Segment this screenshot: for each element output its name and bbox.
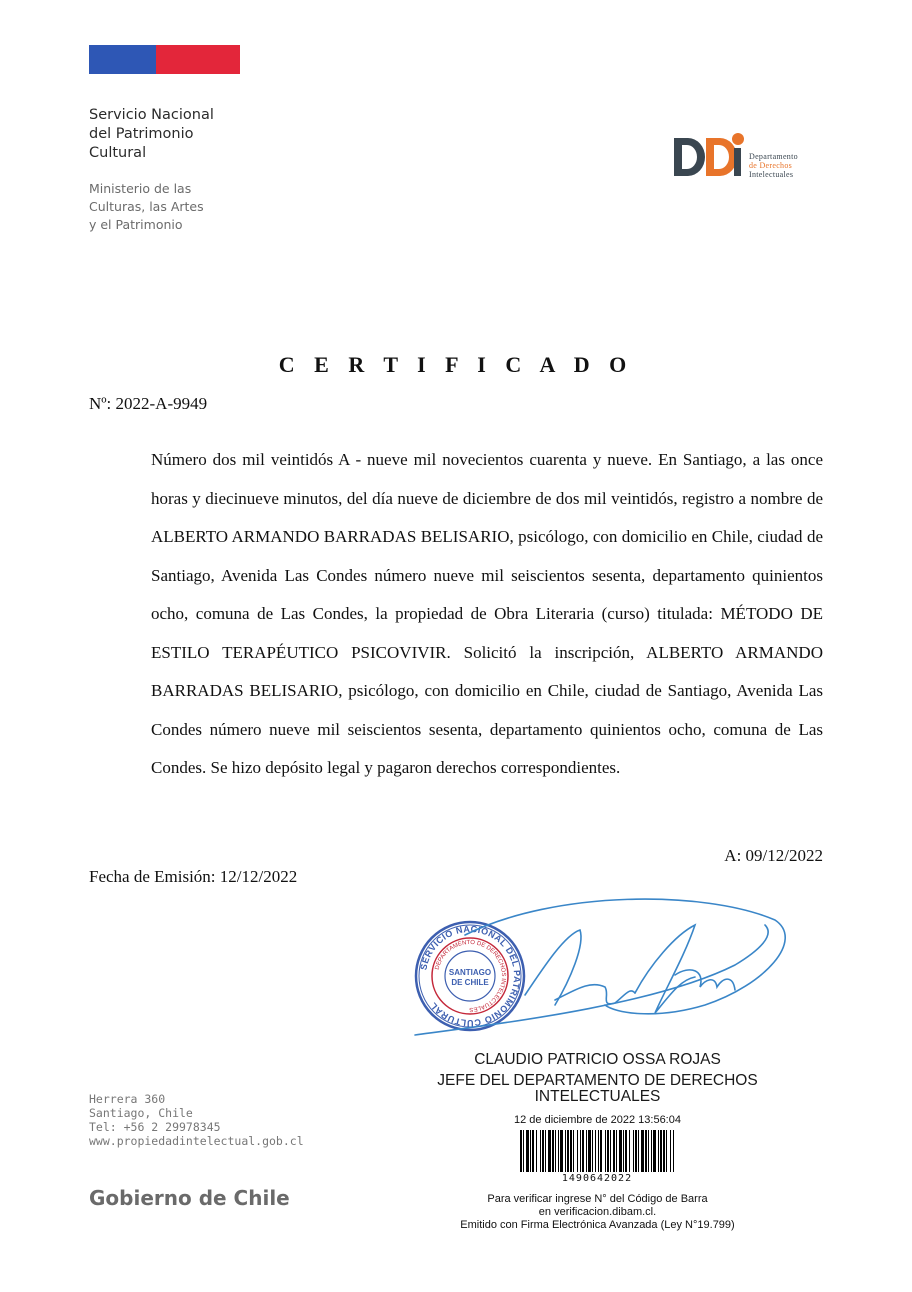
barcode-bar (645, 1130, 647, 1172)
barcode-bar (670, 1130, 671, 1172)
barcode-bar (580, 1130, 581, 1172)
barcode-bar (582, 1130, 584, 1172)
signer-role-line: INTELECTUALES (534, 1088, 661, 1105)
barcode-bar (567, 1130, 569, 1172)
barcode-bar (673, 1130, 674, 1172)
barcode-bar (629, 1130, 630, 1172)
barcode-bar (536, 1130, 537, 1172)
barcode-bar (552, 1130, 554, 1172)
contact-line: Tel: +56 2 29978345 (89, 1120, 221, 1134)
verify-line: Emitido con Firma Electrónica Avanzada (Ley N°19.799) (460, 1219, 735, 1231)
issue-date: Fecha de Emisión: 12/12/2022 (89, 867, 298, 886)
verify-line: Para verificar ingrese N° del Código de Barra (487, 1193, 708, 1205)
barcode-bar (558, 1130, 559, 1172)
signer-name: CLAUDIO PATRICIO OSSA ROJAS (474, 1051, 721, 1068)
flag-bar-blue (89, 45, 156, 74)
barcode-bar (570, 1130, 572, 1172)
barcode-bar (530, 1130, 531, 1172)
gobierno-de-chile-logo: Gobierno de Chile (89, 1186, 290, 1210)
seal-center-line: SANTIAGO (448, 968, 492, 977)
signer-role-line: JEFE DEL DEPARTAMENTO DE DERECHOS (437, 1072, 758, 1089)
ministry-name (89, 180, 309, 234)
website-link[interactable]: www.propiedadintelectual.gob.cl (89, 1134, 304, 1148)
contact-line: Santiago, Chile (89, 1106, 193, 1120)
barcode-bar (625, 1130, 627, 1172)
barcode (518, 1130, 676, 1172)
registration-date: A: 09/12/2022 (724, 846, 823, 865)
certificate-body: Número dos mil veintidós A - nueve mil novecientos cuarenta y nueve. En Santiago, a las once horas y diecinueve minutos, del día nueve de diciembre de dos mil veintidós, registro a nombre de ALBERTO ARMANDO BARRADAS BELISARIO, psicólogo, con domicilio en Chile, ciudad de Santiago, Avenida Las Condes número nueve mil seiscientos sesenta, departamento quinientos ocho, comuna de Las Condes, la propiedad de Obra Literaria (curso) titulada: MÉTODO DE ESTILO TERAPÉUTICO PSICOVIVIR. Solicitó la inscripción, ALBERTO ARMANDO BARRADAS BELISARIO, psicólogo, con domicilio en Chile, ciudad de Santiago, Avenida Las Condes número nueve mil seiscientos sesenta, departamento quinientos ocho, comuna de Las Condes. Se hizo depósito legal y pagaron derechos correspondientes. (151, 450, 823, 777)
barcode-bar (648, 1130, 649, 1172)
signer-block (400, 1052, 795, 1105)
barcode-bar (540, 1130, 541, 1172)
barcode-bar (653, 1130, 656, 1172)
seal-outer-text: SERVICIO NACIONAL DEL PATRIMONIO CULTURAL (418, 923, 523, 1029)
institution-line: Servicio Nacional (89, 107, 214, 123)
contact-line: Herrera 360 (89, 1092, 166, 1106)
verify-line: en verificacion.dibam.cl. (538, 1206, 657, 1218)
contact-info (89, 1092, 304, 1148)
barcode-bar (555, 1130, 556, 1172)
ministry-line: y el Patrimonio (89, 217, 183, 232)
institution-line: Cultural (89, 145, 147, 161)
seal-center-line: DE CHILE (451, 978, 489, 987)
ministry-line: Ministerio de las (89, 181, 192, 196)
barcode-bar (616, 1130, 617, 1172)
barcode-bar (598, 1130, 599, 1172)
official-seal (416, 922, 524, 1030)
flag-bar-red (156, 45, 240, 74)
institution-line: del Patrimonio (89, 126, 194, 142)
barcode-bar (605, 1130, 606, 1172)
ddi-line: Departamento (749, 152, 798, 161)
barcode-bar (633, 1130, 634, 1172)
barcode-bar (635, 1130, 637, 1172)
ddi-line: Intelectuales (749, 170, 794, 179)
barcode-bar (577, 1130, 578, 1172)
barcode-bar (666, 1130, 667, 1172)
seal-and-signature (405, 895, 795, 1045)
barcode-bar (545, 1130, 546, 1172)
barcode-bar (607, 1130, 609, 1172)
barcode-bar (548, 1130, 551, 1172)
barcode-bar (663, 1130, 665, 1172)
barcode-bar (623, 1130, 624, 1172)
barcode-bar (586, 1130, 587, 1172)
barcode-bar (600, 1130, 602, 1172)
barcode-bar (588, 1130, 591, 1172)
institution-name (89, 106, 309, 163)
barcode-bar (592, 1130, 593, 1172)
barcode-bar (565, 1130, 566, 1172)
barcode-bar (523, 1130, 524, 1172)
barcode-bar (560, 1130, 563, 1172)
barcode-bar (595, 1130, 596, 1172)
barcode-bar (520, 1130, 522, 1172)
barcode-bar (610, 1130, 611, 1172)
barcode-bar (542, 1130, 544, 1172)
document-title: C E R T I F I C A D O (278, 352, 634, 377)
ddi-logo-text (749, 152, 798, 179)
barcode-number: 1490642022 (561, 1173, 633, 1184)
seal-inner-text: DEPARTAMENTO DE DERECHOS INTELECTUALES (434, 939, 507, 1013)
barcode-bar (532, 1130, 534, 1172)
ministry-line: Culturas, las Artes (89, 199, 204, 214)
verification-note (400, 1193, 795, 1232)
barcode-bar (651, 1130, 652, 1172)
certificate-number: Nº: 2022-A-9949 (89, 394, 208, 413)
signature-timestamp: 12 de diciembre de 2022 13:56:04 (514, 1114, 681, 1126)
barcode-bar (573, 1130, 574, 1172)
barcode-bar (638, 1130, 639, 1172)
barcode-bar (658, 1130, 659, 1172)
barcode-bar (613, 1130, 615, 1172)
barcode-bar (526, 1130, 529, 1172)
barcode-bar (660, 1130, 662, 1172)
barcode-bar (619, 1130, 622, 1172)
ddi-line: de Derechos (749, 161, 793, 170)
barcode-bar (641, 1130, 644, 1172)
